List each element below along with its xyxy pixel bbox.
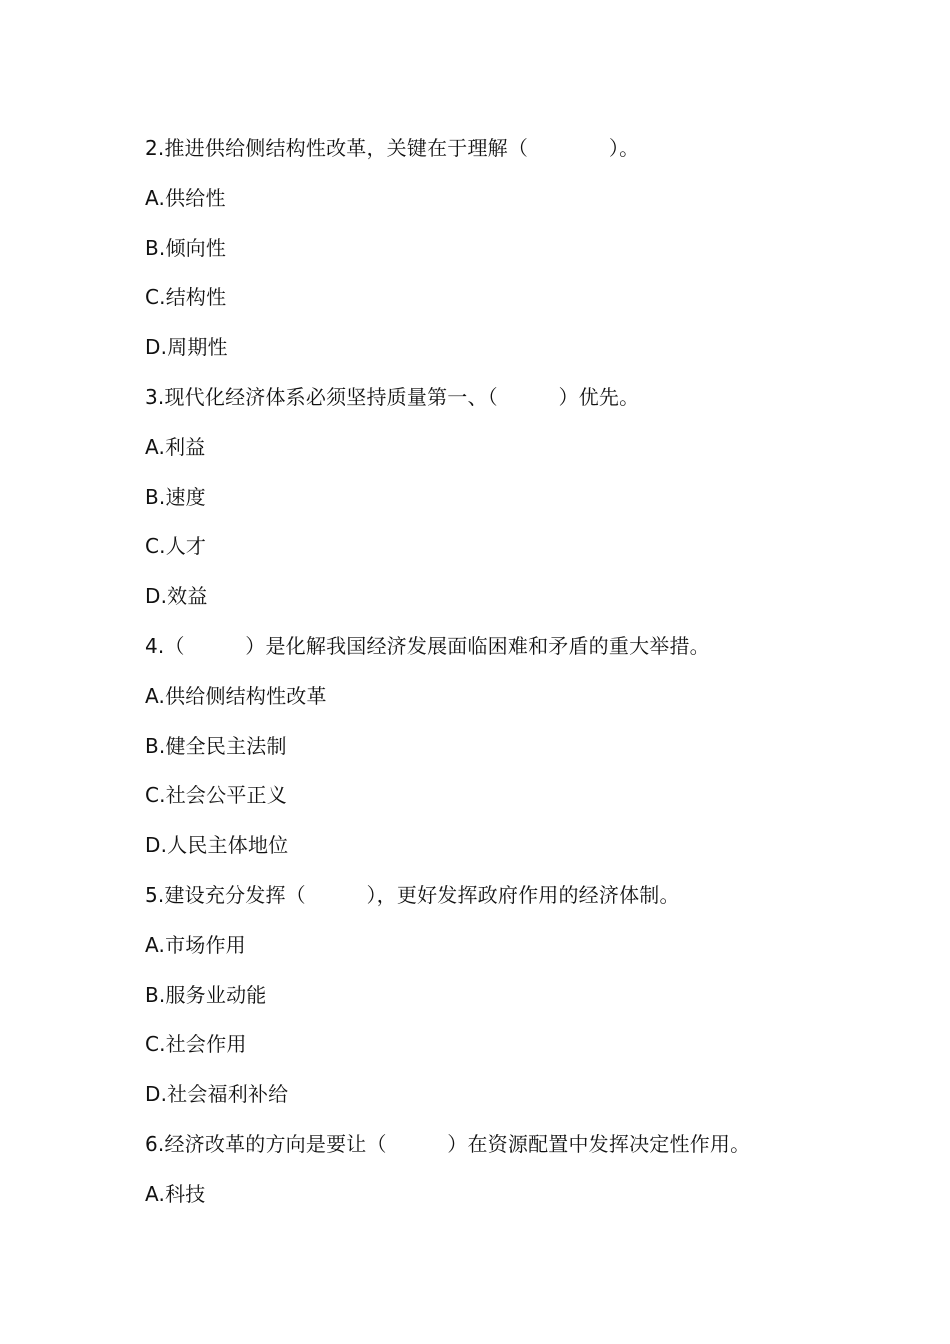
question-2-option-c: C.结构性 [145, 285, 227, 310]
question-3-option-a: A.利益 [145, 434, 206, 459]
question-5-option-a: A.市场作用 [145, 932, 246, 957]
question-6-option-a: A.科技 [145, 1181, 206, 1206]
question-3-option-b: B.速度 [145, 484, 206, 509]
question-3-option-d: D.效益 [145, 584, 208, 609]
question-2-option-d: D.周期性 [145, 335, 228, 360]
question-2-option-b: B.倾向性 [145, 235, 227, 260]
question-4-stem: 4.（ ）是化解我国经济发展面临困难和矛盾的重大举措。 [145, 633, 710, 658]
question-4-option-a: A.供给侧结构性改革 [145, 683, 327, 708]
question-2-stem: 2.推进供给侧结构性改革，关键在于理解（ ）。 [145, 136, 640, 160]
question-5-option-c: C.社会作用 [145, 1032, 247, 1057]
question-6-stem: 6.经济改革的方向是要让（ ）在资源配置中发挥决定性作用。 [145, 1131, 751, 1156]
question-5-option-d: D.社会福利补给 [145, 1082, 289, 1107]
question-4-option-d: D.人民主体地位 [145, 833, 289, 858]
question-5-option-b: B.服务业动能 [145, 982, 267, 1007]
question-4-option-b: B.健全民主法制 [145, 733, 287, 758]
question-3-option-c: C.人才 [145, 534, 207, 559]
question-3-stem: 3.现代化经济体系必须坚持质量第一、（ ）优先。 [145, 384, 640, 409]
question-2-option-a: A.供给性 [145, 185, 226, 210]
document-page [145, 124, 845, 1220]
question-5-stem: 5.建设充分发挥（ ），更好发挥政府作用的经济体制。 [145, 882, 680, 907]
question-4-option-c: C.社会公平正义 [145, 783, 287, 808]
